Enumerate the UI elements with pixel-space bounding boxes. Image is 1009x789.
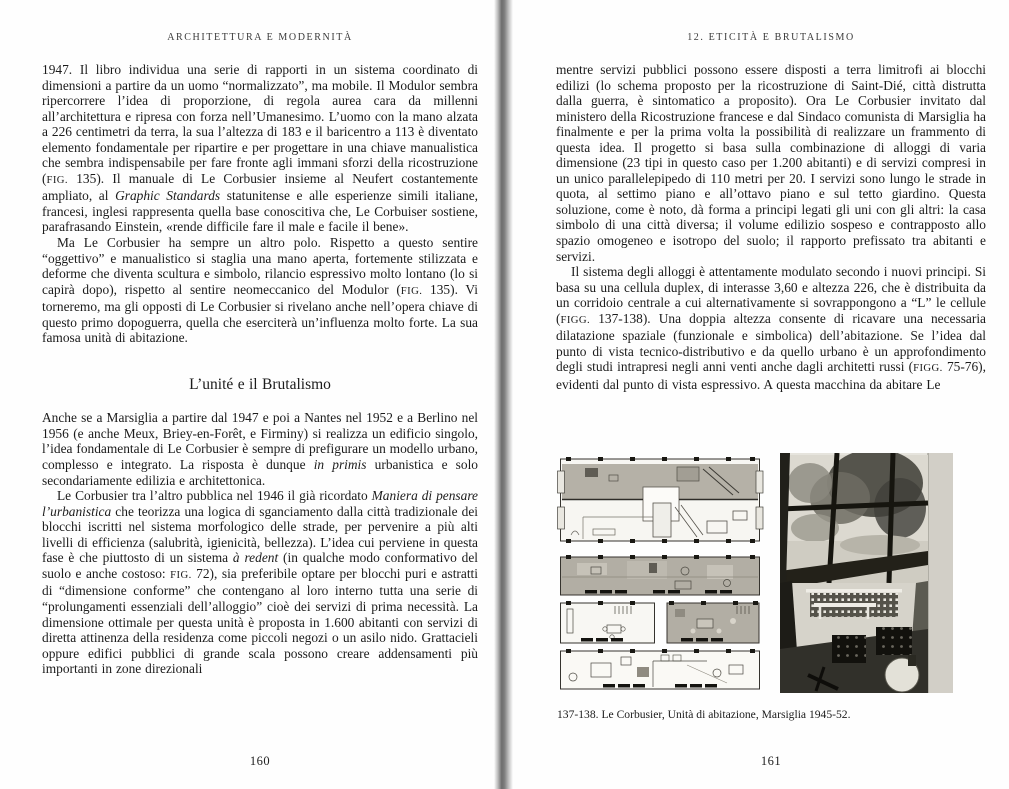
floor-plans-drawing: [557, 451, 764, 691]
text-segment: (in qualche modo conformativo del suolo e anche costoso:: [42, 550, 478, 581]
text-segment: FIG.: [46, 173, 68, 186]
text-segment: in primis: [313, 457, 367, 473]
text-segment: urbanistica e solo secondariamente edilizia e architettonica.: [42, 457, 478, 488]
text-segment: à redent: [232, 550, 279, 566]
body-paragraph: [42, 410, 478, 488]
left-page: [42, 32, 478, 772]
right-page: [556, 32, 986, 772]
text-segment: Le Corbusier tra l’altro pubblica nel 1946 il già ricordato: [57, 488, 372, 504]
figure-row: [556, 449, 986, 694]
text-segment: 72), sia preferibile optare per blocchi puri e astratti di “dimensione conforme” che contengano al loro interno tutta una serie di “prolungamenti essenziali dell’alloggio” cioè dei servizi di prima necessità. La dimensione ottimale per questa unità è proposta in 1.600 abitanti con servizi di diretta attinenza della residenza come piccoli negozi o un asilo nido. Grattacieli oppure edifici pubblici di grande scala possono creare addensamenti più importanti in zone direzionali: [42, 565, 478, 677]
body-text-right: [556, 62, 986, 392]
text-segment: FIG.: [170, 568, 192, 581]
body-paragraph: [556, 62, 986, 264]
stool: [876, 627, 912, 655]
text-segment: Maniera di pensare l’urbanistica: [42, 488, 478, 519]
text-segment: 75-76), evidenti dal punto di vista espressivo. A questa macchina da abitare Le: [556, 359, 986, 392]
text-segment: 135). Vi torneremo, ma gli opposti di Le Corbusier si rivelano anche nell’opera chiave di questo primo dopoguerra, quella che eserciterà un’influenza molto forte. La sua famosa unità di abitazione.: [42, 281, 478, 346]
running-header-right: 12. ETICITÀ E BRUTALISMO: [687, 32, 855, 43]
floor-plan-middle: [561, 601, 760, 643]
unite-floor-plans-figure: [557, 451, 764, 691]
floor-plan-upper: [561, 555, 760, 595]
book-gutter: [494, 0, 513, 789]
body-paragraph: [42, 62, 478, 235]
text-segment: FIGG.: [913, 362, 943, 375]
page-number-left: 160: [249, 754, 271, 768]
text-segment: Anche se a Marsiglia a partire dal 1947 e poi a Nantes nel 1952 e a Berlino nel 1956 (e anche Meux, Briey-en-Forêt, e Firminy) si realizza un edificio singolo, l’idea fondamentale di Le Corbusier è sempre di prefigurare un modello urbano, complesso e integrato. La risposta è dunque: [42, 410, 478, 473]
body-paragraph: [42, 488, 478, 677]
text-segment: FIGG.: [560, 313, 591, 326]
stool: [832, 635, 866, 663]
body-paragraph: [42, 235, 478, 346]
text-segment: Graphic Standards: [115, 188, 221, 204]
interior-photo-drawing: [780, 453, 953, 693]
body-paragraph: [556, 264, 986, 392]
text-segment: che teorizza una logica di sganciamento dalla città tradizionale dei blocchi iscritti nel sistema morfologico delle strade, per pervenire a più alti livelli di efficienza (salubrità, igienicità, bellezza). L’idea cui perviene in questa fase è che piuttosto di un sistema: [42, 503, 478, 566]
running-header-left: ARCHITETTURA E MODERNITÀ: [167, 32, 353, 43]
figure-caption: 137-138. Le Corbusier, Unità di abitazione, Marsiglia 1945-52.: [557, 708, 851, 721]
interior-terrace: [780, 581, 928, 693]
text-segment: Ma Le Corbusier ha sempre un altro polo. Rispetto a questo sentire “oggettivo” e manualistico si staglia una mano aperta, fortemente stilizzata e deforme che diventa scultura e simbolo, rilancio espressivo molto lontano (lo si capirà dopo), rispetto al sentire neomeccanico del Modulor (: [42, 235, 478, 297]
section-drawing: [558, 457, 764, 543]
floor-plan-lower: [561, 649, 760, 689]
unite-interior-photo-figure: [780, 453, 953, 693]
text-segment: Il sistema degli alloggi è attentamente modulato secondo i nuovi principi. Si basa su una cellula duplex, di interasse 3,60 e altezza 226, che è distribuita da un corridoio centrale a cui alternativamente si sovrappongono a “L” le cellule (: [556, 264, 986, 326]
text-segment: 137-138). Una doppia altezza consente di ricavare una necessaria dilatazione spaziale (funzionale e simbolica) dell’abitazione. Se l’idea dal punto di vista tecnico-distributivo e da quello urbano è un approfondimento degli studi intrapresi negli anni venti anche dagli architetti russi (: [556, 310, 986, 375]
text-segment: mentre servizi pubblici possono essere disposti a terra limitrofi ai blocchi edilizi (lo schema proposto per la ricostruzione di Saint-Dié, città distrutta dalla guerra, è sintomatico a proposito). Ora Le Corbusier invitato dal ministero della Ricostruzione francese e dal Sindaco comunista di Marsiglia ha finalmente e per la prima volta la possibilità di realizzare un frammento di questa idea. Il progetto si basa sulla combinazione di alloggi di varia dimensione (23 tipi in questo caso per 1.200 abitanti) e di servizi compresi in un unico parallelepipedo di 110 metri per 20. I servizi sono lungo le strade in quota, al settimo piano e all’ottavo piano e sul tetto giardino. Questa soluzione, come è noto, dà forma a principi legati gli uni con gli altri: la casa simbolo di una città diversa; il volume edilizio sospeso e contrapposto allo spazio omogeneo e isotropo del suolo; il rapporto prefissato tra abitanti e servizi.: [556, 62, 986, 264]
text-segment: 1947. Il libro individua una serie di rapporti in un sistema coordinato di dimensioni a partire da un uomo “normalizzato”, ma mobile. Il Modulor sembra ripercorrere l’idea di proporzione, di regola aurea cara da millenni all’architettura e ripresa con forza nell’Umanesimo. L’uomo con la mano alzata a 226 centimetri da terra, la sua l’altezza di 183 e il baricentro a 113 è diventato elemento fondamentale per ripartire e per progettare in una chiave manualistica che sembra indispensabile per fare fronte agli immani sforzi della ricostruzione (: [42, 62, 478, 186]
body-text-left: [42, 62, 478, 677]
text-segment: FIG.: [400, 284, 423, 297]
text-segment: statunitense e alle esperienze simili italiane, francesi, inglesi rappresenta quella base conoscitiva che, Le Corbuiser sostiene, parafrasando Einstein, «rende difficile fare il male e facile il bene».: [42, 188, 478, 235]
page-number-right: 161: [760, 754, 782, 768]
section-heading: L’unité e il Brutalismo: [189, 375, 331, 393]
text-segment: 135). Il manuale di Le Corbusier insieme al Neufert costantemente ampliato, al: [42, 170, 478, 204]
